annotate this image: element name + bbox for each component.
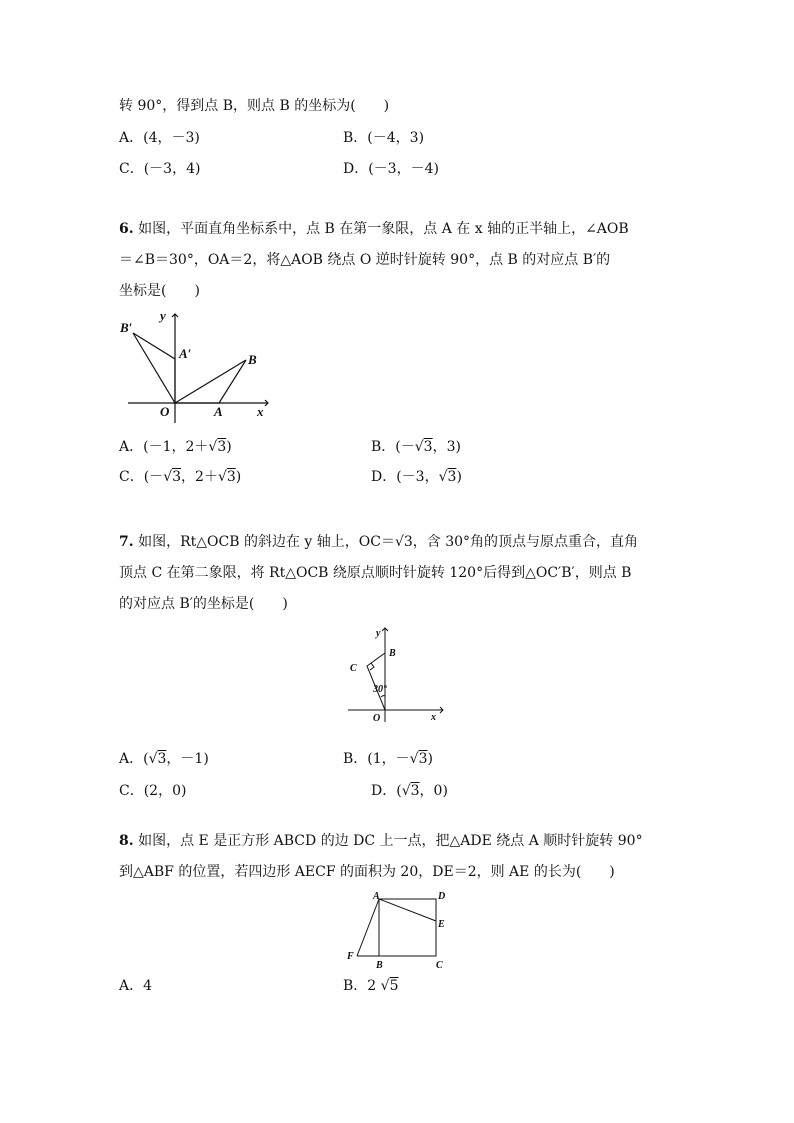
q7-stem-line-3: 的对应点 B′的坐标是( ) bbox=[119, 596, 288, 612]
q8-stem-line-1: 8. 如图，点 E 是正方形 ABCD 的边 DC 上一点，把△ADE 绕点 A 顺时针旋转 90° bbox=[119, 833, 643, 849]
q6-label-a1: A′ bbox=[179, 346, 192, 361]
q8-square-abcd bbox=[379, 899, 436, 956]
q6-label-o: O bbox=[160, 404, 170, 419]
q6-number: 6. bbox=[119, 221, 134, 237]
q8-label-f: F bbox=[347, 951, 354, 962]
q6-option-c[interactable]: C．(－√3，2＋√3) bbox=[119, 469, 242, 485]
q8-segment-af bbox=[357, 899, 379, 956]
q7-option-d[interactable]: D．(√3，0) bbox=[371, 783, 448, 799]
q7-stem-line-1: 7. 如图，Rt△OCB 的斜边在 y 轴上，OC＝√3，含 30°角的顶点与原点重合，直角 bbox=[119, 534, 639, 550]
q6-triangle-rotated bbox=[133, 333, 175, 403]
q7-right-angle-mark bbox=[370, 663, 374, 670]
q6-label-b: B bbox=[248, 352, 257, 367]
q5-stem-tail: 转 90°，得到点 B，则点 B 的坐标为( ) bbox=[119, 98, 390, 114]
q6-option-a[interactable]: A．(－1，2＋√3) bbox=[119, 439, 232, 455]
q6-option-d[interactable]: D．(－3，√3) bbox=[371, 469, 462, 485]
q8-label-d: D bbox=[438, 891, 446, 902]
q6-triangle-aob bbox=[175, 360, 246, 403]
q6-stem-line-2: ＝∠B＝30°，OA＝2，将△AOB 绕点 O 逆时针旋转 90°，点 B 的对应点 B′的 bbox=[119, 252, 611, 268]
q8-label-a: A bbox=[373, 891, 380, 902]
q7-label-o: O bbox=[373, 713, 381, 724]
q7-stem-line-2: 顶点 C 在第二象限，将 Rt△OCB 绕原点顺时针旋转 120°后得到△OC′B′，则点 B bbox=[119, 565, 632, 581]
q8-label-c: C bbox=[436, 960, 443, 971]
q5-option-d[interactable]: D．(－3，－4) bbox=[343, 161, 439, 177]
q5-option-c[interactable]: C．(－3，4) bbox=[119, 161, 201, 177]
q8-label-b: B bbox=[376, 960, 383, 971]
q7-number: 7. bbox=[119, 534, 134, 550]
q7-option-c[interactable]: C．(2，0) bbox=[119, 783, 187, 799]
q6-option-b[interactable]: B．(－√3，3) bbox=[371, 439, 461, 455]
q7-triangle-ocb bbox=[367, 653, 385, 710]
q7-label-angle: 30° bbox=[373, 684, 387, 695]
q6-stem-line-3: 坐标是( ) bbox=[119, 283, 200, 299]
q7-label-c: C bbox=[350, 663, 357, 674]
q8-stem-line-2: 到△ABF 的位置，若四边形 AECF 的面积为 20，DE＝2，则 AE 的长为( ) bbox=[119, 864, 615, 880]
q7-figure bbox=[345, 624, 450, 724]
q8-option-a[interactable]: A．4 bbox=[119, 978, 153, 994]
q8-label-e: E bbox=[438, 919, 445, 930]
q5-option-a[interactable]: A．(4，－3) bbox=[119, 130, 200, 146]
q8-figure bbox=[340, 889, 455, 971]
q6-label-x: x bbox=[257, 404, 264, 419]
q7-angle-arc bbox=[381, 696, 385, 697]
q7-option-b[interactable]: B．(1，－√3) bbox=[343, 751, 433, 767]
q6-label-y: y bbox=[160, 308, 166, 323]
q6-label-b1: B′ bbox=[120, 320, 133, 335]
q8-segment-ae bbox=[379, 899, 436, 921]
q8-option-b[interactable]: B．2 √5 bbox=[343, 978, 399, 994]
q7-label-x: x bbox=[431, 712, 436, 723]
q8-number: 8. bbox=[119, 833, 134, 849]
q6-label-a: A bbox=[214, 404, 223, 419]
q5-option-b[interactable]: B．(－4，3) bbox=[343, 130, 425, 146]
q7-option-a[interactable]: A．(√3，－1) bbox=[119, 751, 209, 767]
q6-figure bbox=[118, 308, 278, 426]
q7-label-b: B bbox=[389, 648, 396, 659]
q6-stem-line-1: 6. 如图，平面直角坐标系中，点 B 在第一象限，点 A 在 x 轴的正半轴上，∠AOB bbox=[119, 221, 629, 237]
q7-label-y: y bbox=[376, 628, 381, 639]
